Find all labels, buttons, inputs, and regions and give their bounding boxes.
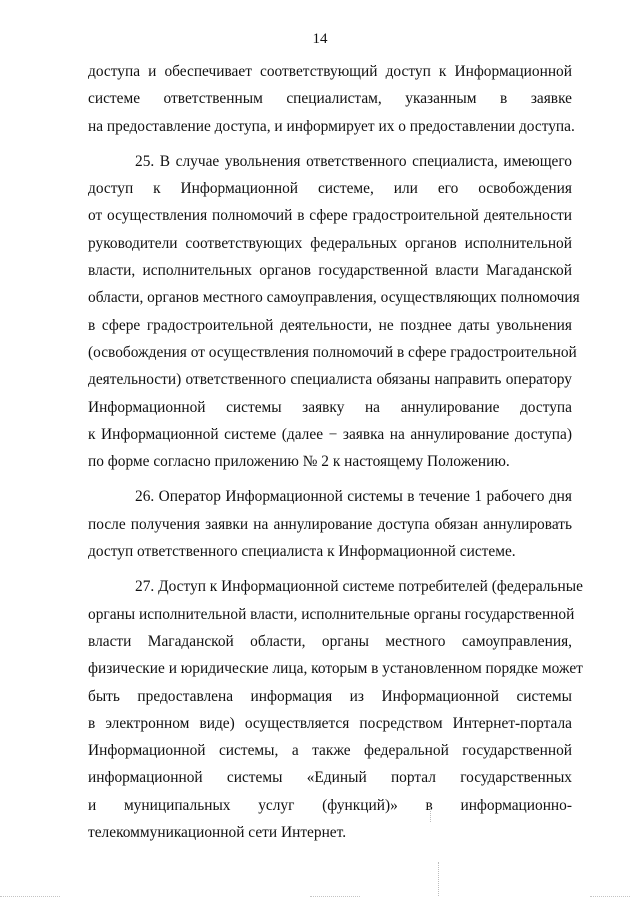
text-line: и муниципальных услуг (функций)» в информационно- xyxy=(88,796,572,814)
text-line: после получения заявки на аннулирование доступа обязан аннулировать xyxy=(88,515,572,533)
text-line: 27. Доступ к Информационной системе потребителей (федеральные xyxy=(135,578,583,596)
text-line: (освобождения от осуществления полномочий в сфере градостроительной xyxy=(88,343,577,361)
paragraph-27 xyxy=(88,573,583,846)
scan-artifact xyxy=(310,896,360,898)
text-line: на предоставление доступа, и информирует их о предоставлении доступа. xyxy=(88,117,575,135)
text-line: Информационной системы, а также федеральной государственной xyxy=(88,742,572,760)
text-line: в сфере градостроительной деятельности, не позднее даты увольнения xyxy=(88,316,572,334)
text-line: власти, исполнительных органов государственной власти Магаданской xyxy=(88,262,572,280)
text-line: 26. Оператор Информационной системы в течение 1 рабочего дня xyxy=(135,488,572,506)
text-line: доступ ответственного специалиста к Информационной системе. xyxy=(88,543,516,561)
paragraph-continuation xyxy=(88,58,575,140)
text-line: доступа и обеспечивает соответствующий доступ к Информационной xyxy=(88,63,572,80)
paragraph-25 xyxy=(88,148,580,476)
text-line: области, органов местного самоуправления, осуществляющих полномочия xyxy=(88,289,580,307)
text-line: от осуществления полномочий в сфере градостроительной деятельности xyxy=(88,207,572,225)
text-line: быть предоставлена информация из Информационной системы xyxy=(88,687,572,705)
text-line: в электронном виде) осуществляется посредством Интернет-портала xyxy=(88,714,572,732)
text-line: 25. В случае увольнения ответственного специалиста, имеющего xyxy=(135,152,572,170)
text-line: телекоммуникационной сети Интернет. xyxy=(88,824,347,842)
text-line: Информационной системы заявку на аннулирование доступа xyxy=(88,398,572,416)
text-line: по форме согласно приложению № 2 к настоящему Положению. xyxy=(88,453,510,471)
text-line: информационной системы «Единый портал государственных xyxy=(88,769,572,787)
scan-artifact xyxy=(590,896,630,898)
scan-artifact xyxy=(438,862,440,896)
text-line: руководители соответствующих федеральных органов исполнительной xyxy=(88,234,572,252)
text-line: органы исполнительной власти, исполнительные органы государственной xyxy=(88,605,575,623)
text-line: власти Магаданской области, органы местного самоуправления, xyxy=(88,632,572,650)
text-line: деятельности) ответственного специалиста обязаны направить оператору xyxy=(88,371,572,389)
text-line: доступ к Информационной системе, или его освобождения xyxy=(88,180,572,198)
document-body xyxy=(88,58,583,846)
text-line: к Информационной системе (далее − заявка на аннулирование доступа) xyxy=(88,425,572,443)
paragraph-26 xyxy=(88,483,572,565)
text-line: физические и юридические лица, которым в установленном порядке может xyxy=(88,660,583,678)
text-line: системе ответственным специалистам, указанным в заявке xyxy=(88,90,572,108)
scan-artifact xyxy=(0,896,60,898)
page-number: 14 xyxy=(312,31,328,47)
scan-artifact xyxy=(430,808,432,822)
